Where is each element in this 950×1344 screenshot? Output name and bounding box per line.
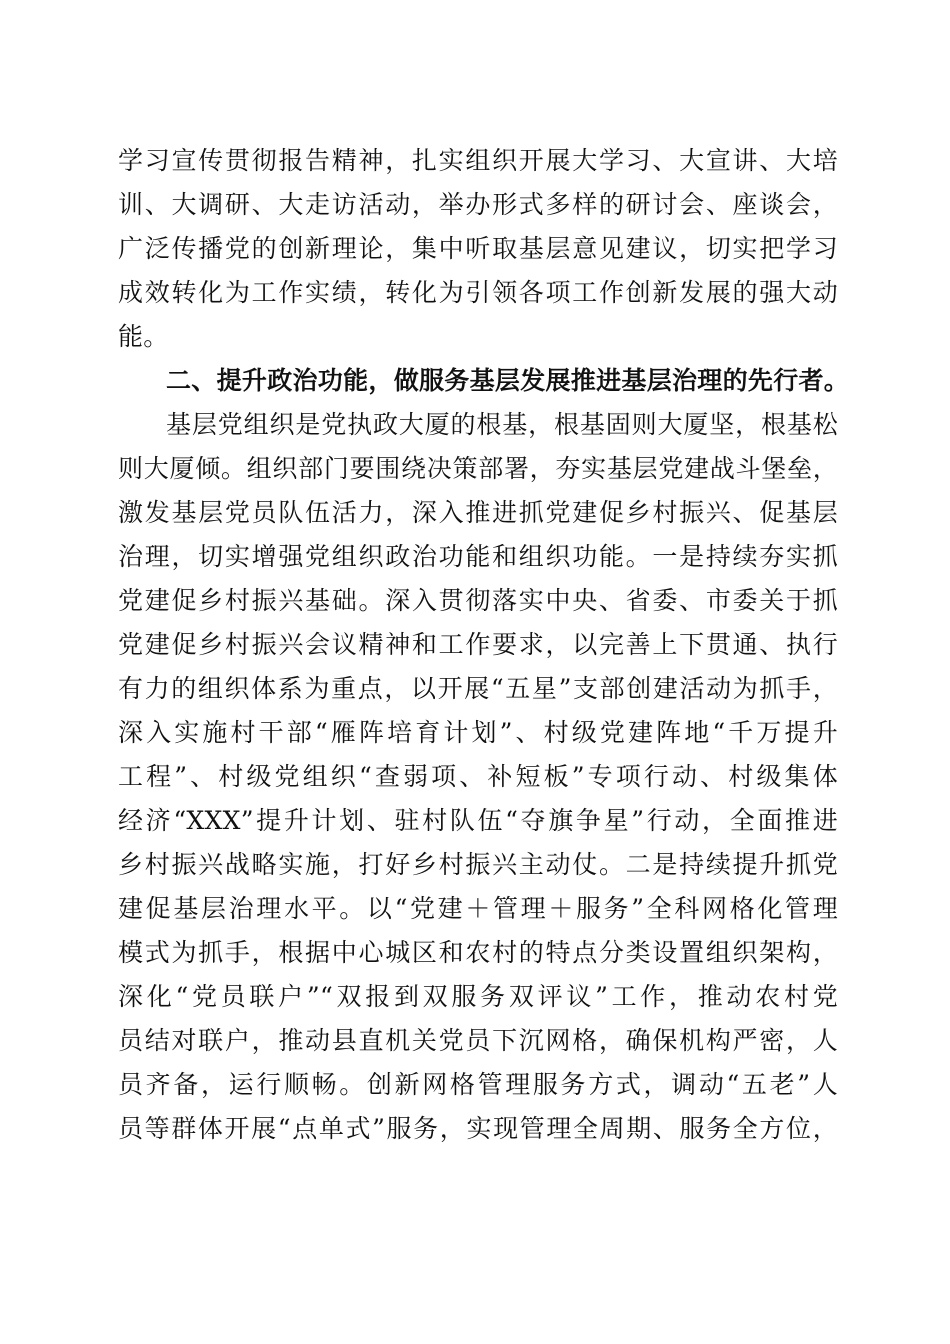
paragraph-line: 激发基层党员队伍活力，深入推进抓党建促乡村振兴、促基层 (118, 498, 838, 527)
paragraph-line: 党建促乡村振兴基础。深入贯彻落实中央、省委、市委关于抓 (118, 586, 838, 615)
paragraph-line: 党建促乡村振兴会议精神和工作要求，以完善上下贯通、执行 (118, 630, 838, 659)
paragraph-line: 基层党组织是党执政大厦的根基，根基固则大厦坚，根基松 (166, 410, 838, 439)
paragraph-line: 员等群体开展“点单式”服务，实现管理全周期、服务全方位， (118, 1114, 838, 1143)
paragraph-line: 员齐备，运行顺畅。创新网格管理服务方式，调动“五老”人 (118, 1070, 838, 1099)
paragraph-line: 则大厦倾。组织部门要围绕决策部署，夯实基层党建战斗堡垒， (118, 454, 838, 483)
paragraph-line: 能。 (118, 322, 169, 351)
paragraph-line: 治理，切实增强党组织政治功能和组织功能。一是持续夯实抓 (118, 542, 838, 571)
paragraph-line: 有力的组织体系为重点，以开展“五星”支部创建活动为抓手， (118, 674, 838, 703)
paragraph-line: 建促基层治理水平。以“党建＋管理＋服务”全科网格化管理 (118, 894, 838, 923)
paragraph-line: 模式为抓手，根据中心城区和农村的特点分类设置组织架构， (118, 938, 838, 967)
paragraph-line: 深化“党员联户”“双报到双服务双评议”工作，推动农村党 (118, 982, 838, 1011)
section-heading: 二、提升政治功能，做服务基层发展推进基层治理的先行者。 (166, 366, 850, 395)
paragraph-line: 深入实施村干部“雁阵培育计划”、村级党建阵地“千万提升 (118, 718, 838, 747)
paragraph-line: 经济“XXX”提升计划、驻村队伍“夺旗争星”行动，全面推进 (118, 806, 838, 835)
paragraph-line: 广泛传播党的创新理论，集中听取基层意见建议，切实把学习 (118, 234, 838, 263)
paragraph-line: 学习宣传贯彻报告精神，扎实组织开展大学习、大宣讲、大培 (118, 146, 838, 175)
paragraph-line: 员结对联户，推动县直机关党员下沉网格，确保机构严密，人 (118, 1026, 838, 1055)
paragraph-line: 工程”、村级党组织“查弱项、补短板”专项行动、村级集体 (118, 762, 838, 791)
paragraph-line: 训、大调研、大走访活动，举办形式多样的研讨会、座谈会， (118, 190, 838, 219)
paragraph-line: 乡村振兴战略实施，打好乡村振兴主动仗。二是持续提升抓党 (118, 850, 838, 879)
paragraph-line: 成效转化为工作实绩，转化为引领各项工作创新发展的强大动 (118, 278, 838, 307)
